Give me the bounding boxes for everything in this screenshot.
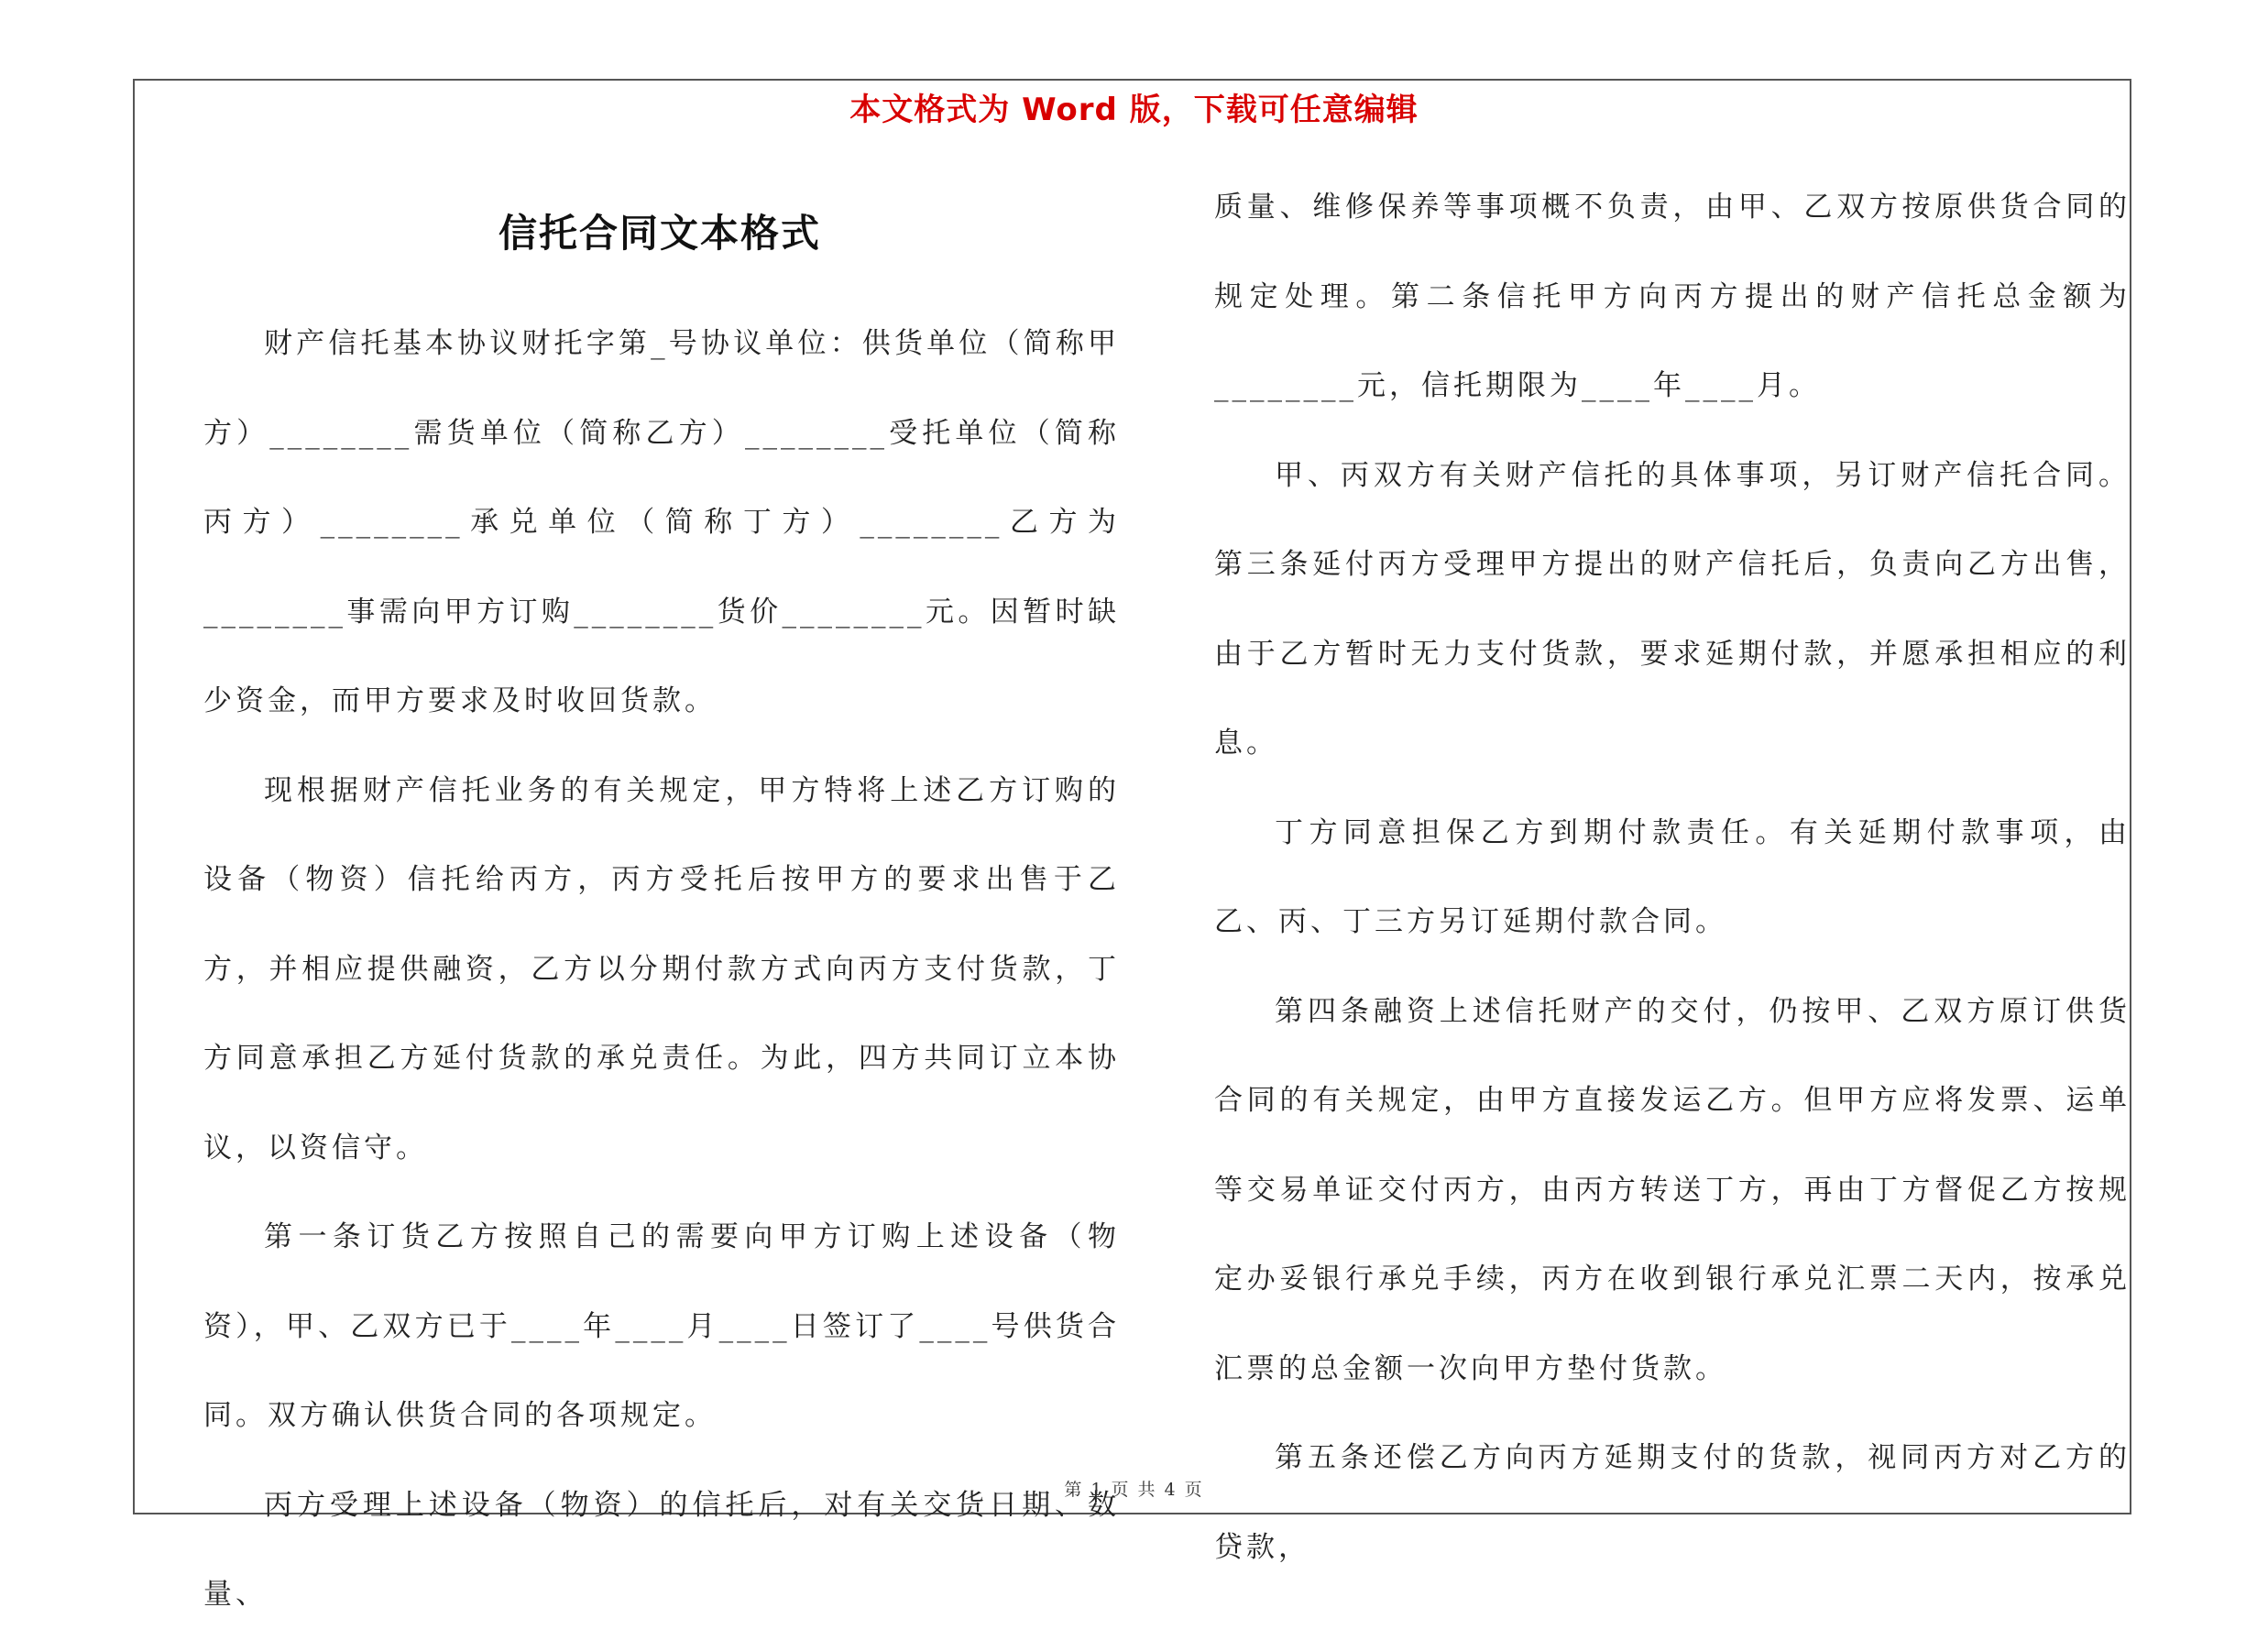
- paragraph-purpose: 现根据财产信托业务的有关规定，甲方特将上述乙方订购的设备（物资）信托给丙方，丙方受托后按甲方的要求出售于乙方，并相应提供融资，乙方以分期付款方式向丙方支付货款，丁方同意承担乙方延付货款的承兑责任。为此，四方共同订立本协议，以资信守。: [203, 773, 1120, 1164]
- paragraph-article-1: 第一条订货乙方按照自己的需要向甲方订购上述设备（物资），甲、乙双方已于____年____月____日签订了____号供货合同。双方确认供货合同的各项规定。: [203, 1220, 1120, 1432]
- right-column: [1214, 163, 2131, 1592]
- paragraph-article-5: 第五条还偿乙方向丙方延期支付的货款，视同丙方对乙方的贷款，: [1214, 1441, 2131, 1564]
- paragraph-article-2: 质量、维修保养等事项概不负责，由甲、乙双方按原供货合同的规定处理。第二条信托甲方向丙方提出的财产信托总金额为________元，信托期限为____年____月。: [1214, 191, 2131, 402]
- paragraph-article-4: 第四条融资上述信托财产的交付，仍按甲、乙双方原订供货合同的有关规定，由甲方直接发运乙方。但甲方应将发票、运单等交易单证交付丙方，由丙方转送丁方，再由丁方督促乙方按规定办妥银行承兑手续，丙方在收到银行承兑汇票二天内，按承兑汇票的总金额一次向甲方垫付货款。: [1214, 994, 2131, 1385]
- left-column: [203, 300, 1120, 1640]
- paragraph-trust-acceptance: 丙方受理上述设备（物资）的信托后，对有关交货日期、数量、: [203, 1488, 1120, 1611]
- editable-notice-banner: 本文格式为 Word 版，下载可任意编辑: [849, 92, 1419, 128]
- page-number-footer: 第 1 页 共 4 页: [1064, 1480, 1204, 1500]
- paragraph-article-3: 甲、丙双方有关财产信托的具体事项，另订财产信托合同。第三条延付丙方受理甲方提出的财产信托后，负责向乙方出售，由于乙方暂时无力支付货款，要求延期付款，并愿承担相应的利息。: [1214, 458, 2131, 760]
- document-title: 信托合同文本格式: [498, 211, 821, 256]
- paragraph-agreement-parties: 财产信托基本协议财托字第_号协议单位：供货单位（简称甲方）________需货单位（简称乙方）________受托单位（简称丙方）________承兑单位（简称丁方）________乙方为________事需向甲方订购________货价________元。因暂时缺少资金，而甲方要求及时收回货款。: [203, 327, 1120, 717]
- paragraph-guarantee: 丁方同意担保乙方到期付款责任。有关延期付款事项，由乙、丙、丁三方另订延期付款合同。: [1214, 815, 2131, 938]
